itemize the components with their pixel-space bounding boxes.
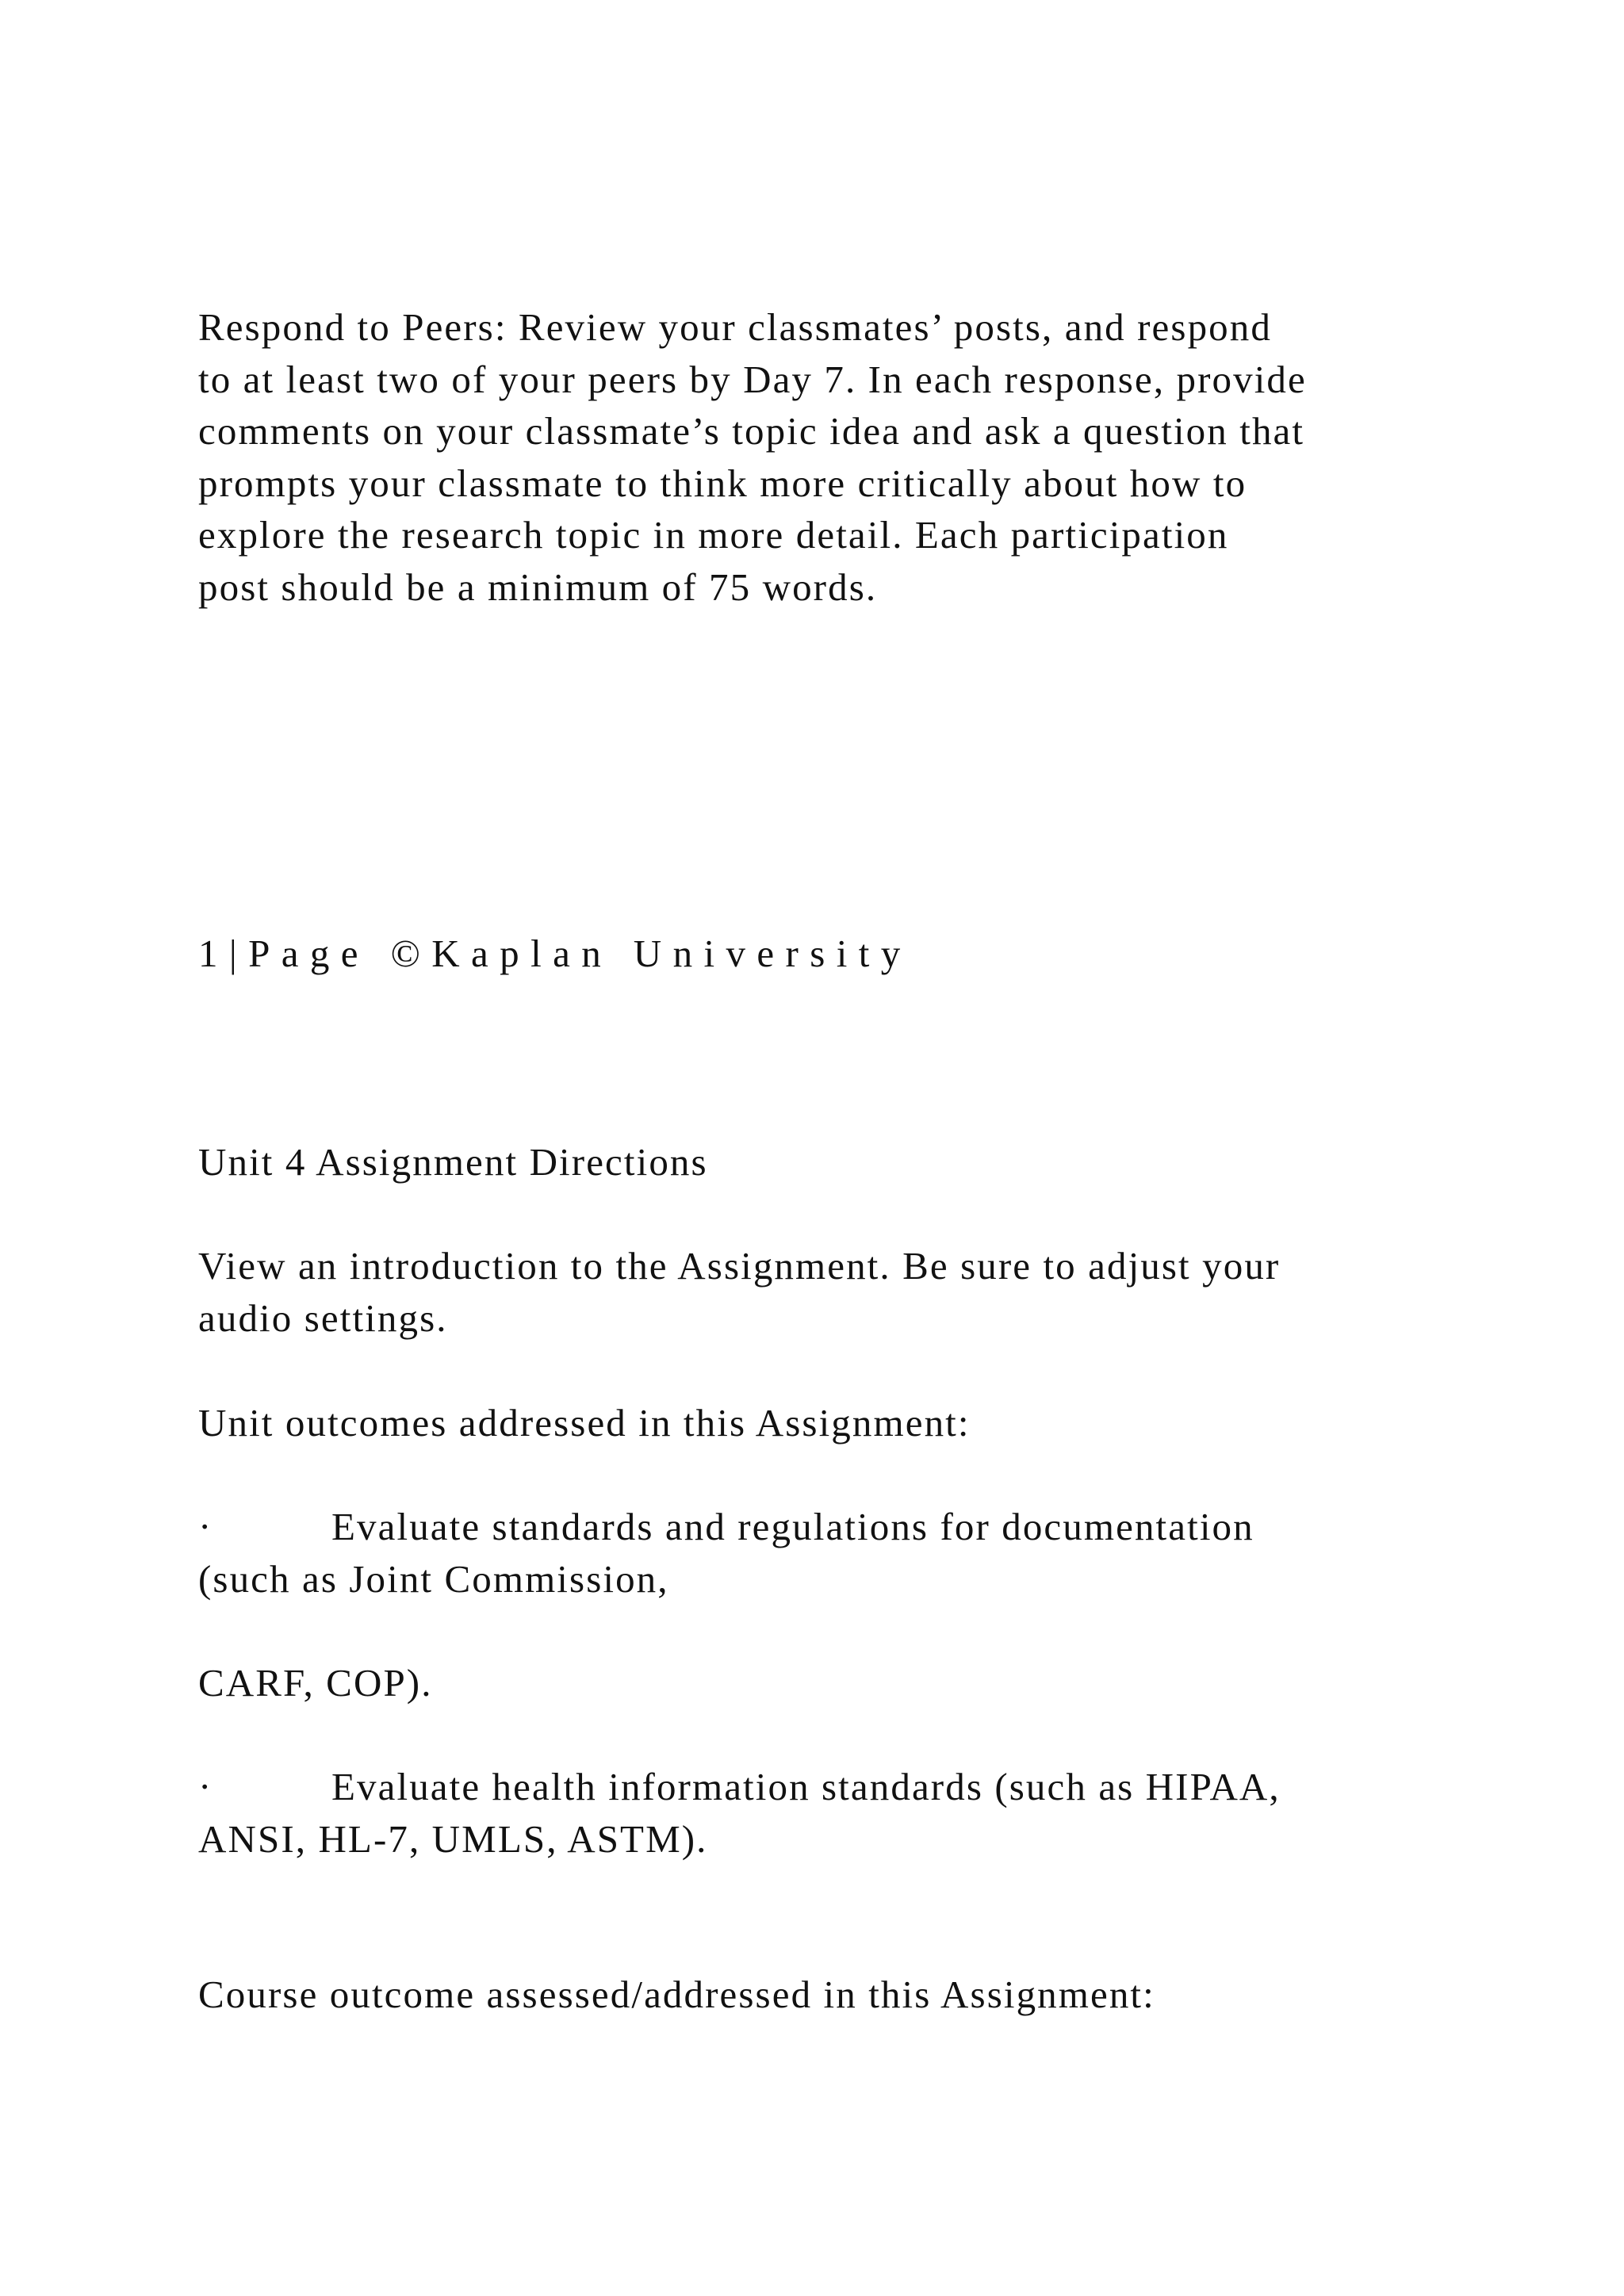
instruction-line: comments on your classmate’s topic idea and ask a question that — [198, 409, 1305, 453]
bullet-marker: · — [198, 1765, 213, 1808]
page-footer: 1|Page ©Kaplan University — [198, 932, 912, 975]
instruction-line: post should be a minimum of 75 words. — [198, 564, 878, 609]
bullet-text: Evaluate standards and regulations for documentation — [331, 1505, 1254, 1548]
bullet-marker: · — [198, 1505, 213, 1548]
assignment-intro — [198, 1240, 1280, 1344]
assignment-intro-line: View an introduction to the Assignment. Be sure to adjust your — [198, 1244, 1281, 1288]
instruction-line: to at least two of your peers by Day 7. In each response, provide — [198, 357, 1307, 401]
bullet-continuation-line: CARF, COP). — [198, 1661, 433, 1705]
instruction-line: explore the research topic in more detail. Each participation — [198, 513, 1229, 557]
unit-outcomes-heading: Unit outcomes addressed in this Assignment: — [198, 1401, 971, 1445]
bullet-item-documentation-standards — [198, 1501, 1254, 1605]
instruction-line: Respond to Peers: Review your classmates’ posts, and respond — [198, 305, 1272, 349]
peer-response-instructions — [198, 301, 1307, 613]
section-title: Unit 4 Assignment Directions — [198, 1140, 708, 1184]
instruction-line: prompts your classmate to think more critically about how to — [198, 461, 1247, 505]
assignment-intro-line: audio settings. — [198, 1295, 448, 1340]
bullet-row — [198, 1765, 1281, 1808]
bullet-text-continuation: (such as Joint Commission, — [198, 1556, 669, 1601]
bullet-row — [198, 1505, 1254, 1548]
bullet-item-health-information-standards — [198, 1761, 1281, 1865]
bullet-text-continuation: ANSI, HL-7, UMLS, ASTM). — [198, 1816, 708, 1861]
course-outcome-heading: Course outcome assessed/addressed in this Assignment: — [198, 1973, 1155, 2016]
bullet-text: Evaluate health information standards (such as HIPAA, — [331, 1765, 1281, 1808]
